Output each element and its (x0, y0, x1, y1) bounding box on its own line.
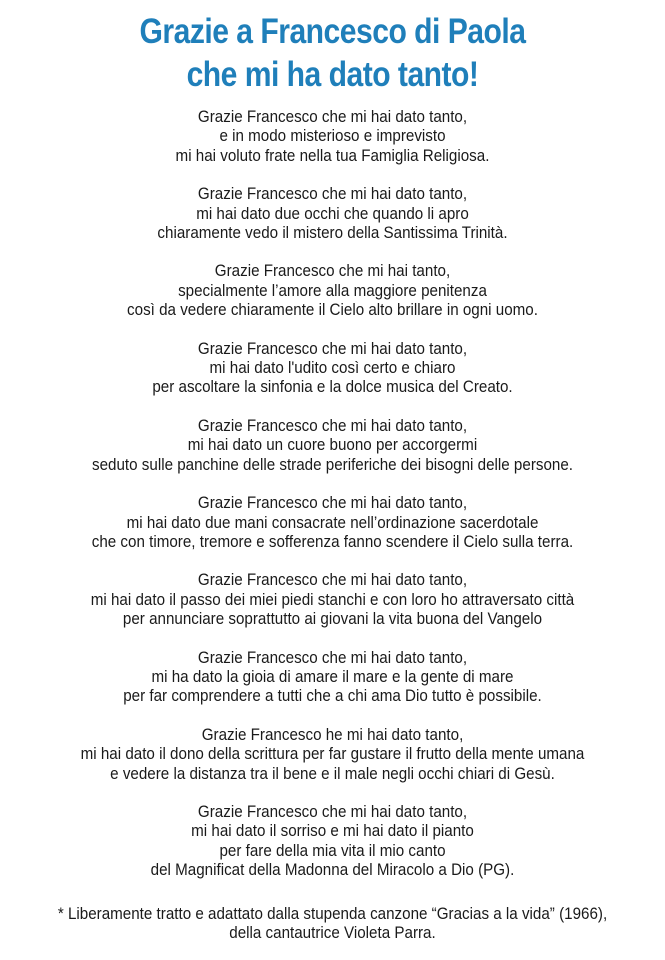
poem (0, 108, 665, 881)
poem-line: del Magnificat della Madonna del Miracolo a Dio (PG). (150, 861, 515, 880)
poem-line: seduto sulle panchine delle strade periferiche dei bisogni delle persone. (91, 455, 574, 474)
poem-line: Grazie Francesco che mi hai dato tanto, (197, 416, 468, 435)
stanza-3 (0, 262, 665, 320)
poem-line: per fare della mia vita il mio canto (219, 841, 446, 860)
page-title (47, 10, 619, 96)
stanza-5 (0, 417, 665, 475)
stanza-8 (0, 649, 665, 707)
poem-line: e in modo misterioso e imprevisto (219, 127, 446, 146)
poem-line: Grazie Francesco che mi hai tanto, (214, 262, 451, 281)
title-line-2: che mi ha dato tanto! (186, 55, 479, 94)
poem-line: per far comprendere a tutti che a chi ama Dio tutto è possibile. (123, 687, 542, 706)
poem-line: specialmente l’amore alla maggiore penitenza (178, 281, 487, 300)
stanza-6 (0, 494, 665, 552)
stanza-7 (0, 571, 665, 629)
poem-line: Grazie Francesco che mi hai dato tanto, (197, 648, 468, 667)
stanza-2 (0, 185, 665, 243)
title-line-1: Grazie a Francesco di Paola (139, 12, 526, 51)
poem-line: Grazie Francesco che mi hai dato tanto, (197, 571, 468, 590)
poem-line: mi hai dato il passo dei miei piedi stanchi e con loro ho attraversato città (90, 590, 575, 609)
poem-line: per annunciare soprattutto ai giovani la vita buona del Vangelo (122, 610, 543, 629)
poem-line: mi hai dato due mani consacrate nell’ordinazione sacerdotale (126, 513, 539, 532)
footnote-line-2: della cantautrice Violeta Parra. (229, 924, 436, 942)
poem-line: Grazie Francesco che mi hai dato tanto, (197, 185, 468, 204)
poem-line: Grazie Francesco che mi hai dato tanto, (197, 802, 468, 821)
poem-line: mi hai dato l'udito così certo e chiaro (209, 359, 456, 378)
poem-line: Grazie Francesco che mi hai dato tanto, (197, 339, 468, 358)
stanza-10 (0, 803, 665, 881)
poem-line: mi hai dato il sorriso e mi hai dato il pianto (191, 822, 474, 841)
footnote-line-1: * Liberamente tratto e adattato dalla stupenda canzone “Gracias a la vida” (1966), (57, 904, 608, 923)
poem-line: e vedere la distanza tra il bene e il male negli occhi chiari di Gesù. (110, 764, 555, 783)
stanza-9 (0, 726, 665, 784)
stanza-1 (0, 108, 665, 166)
poem-line: mi hai dato un cuore buono per accorgermi (187, 436, 478, 455)
footnote (0, 905, 665, 944)
poem-line: chiaramente vedo il mistero della Santissima Trinità. (157, 224, 508, 243)
poem-line: che con timore, tremore e sofferenza fanno scendere il Cielo sulla terra. (91, 532, 574, 551)
poem-line: per ascoltare la sinfonia e la dolce musica del Creato. (152, 378, 513, 397)
poem-line: così da vedere chiaramente il Cielo alto brillare in ogni uomo. (127, 301, 538, 320)
poem-line: Grazie Francesco he mi hai dato tanto, (201, 725, 464, 744)
stanza-4 (0, 340, 665, 398)
poem-line: mi hai dato due occhi che quando li apro (196, 204, 469, 223)
poem-line: mi hai dato il dono della scrittura per far gustare il frutto della mente umana (80, 745, 585, 764)
poem-line: mi hai voluto frate nella tua Famiglia Religiosa. (175, 146, 490, 165)
poem-line: Grazie Francesco che mi hai dato tanto, (197, 494, 468, 513)
poem-line: Grazie Francesco che mi hai dato tanto, (197, 108, 468, 126)
poem-line: mi ha dato la gioia di amare il mare e la gente di mare (151, 667, 514, 686)
